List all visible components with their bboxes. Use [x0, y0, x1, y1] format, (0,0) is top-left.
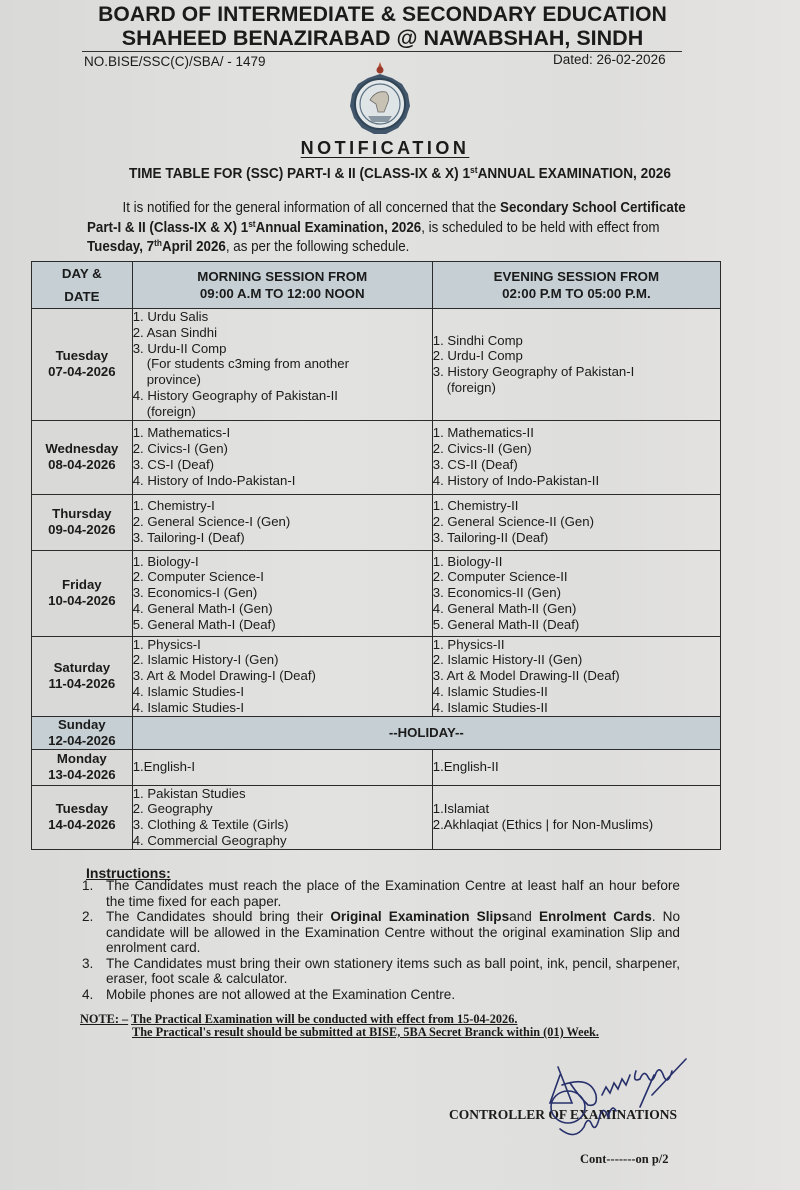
morning-subjects-cell [132, 309, 432, 421]
subject-line: 1. Physics-I [132, 636, 201, 652]
table-row [32, 420, 721, 494]
subject-line: 1. Biology-II [432, 553, 503, 569]
subject-line: 4. Islamic Studies-II [432, 683, 548, 699]
note-label: NOTE: – [80, 1012, 129, 1026]
exam-date: 08-04-2026 [48, 457, 116, 473]
morning-subjects-cell [132, 420, 432, 494]
subject-line: 1. Physics-II [432, 636, 505, 652]
table-header-row [32, 262, 721, 309]
subject-line: province) [146, 372, 201, 388]
subject-line: 4. Islamic Studies-II [432, 699, 548, 715]
exam-timetable [31, 261, 721, 850]
day-name: Tuesday [55, 801, 109, 817]
subject-line: 1. Mathematics-I [132, 425, 231, 441]
morning-subjects-cell [132, 785, 432, 849]
subject-line: (foreign) [146, 403, 196, 419]
evening-subjects-cell [432, 550, 720, 636]
evening-subjects-cell [432, 420, 720, 494]
subject-line: 4. History of Indo-Pakistan-II [432, 472, 600, 488]
table-row [32, 494, 721, 550]
instructions-list [80, 878, 680, 1002]
subject-line: (foreign) [446, 380, 496, 396]
subject-line: 4. History of Indo-Pakistan-I [132, 472, 296, 488]
subject-line: 3. Tailoring-I (Deaf) [132, 529, 245, 545]
instruction-item: 3. The Candidates must bring their own stationery items such as ball point, ink, pencil, sharpener, eraser, foot scale & calculator. [82, 955, 680, 986]
subject-line: 3. Economics-I (Gen) [132, 585, 258, 601]
table-row [32, 785, 721, 849]
subject-line: 2. Asan Sindhi [132, 324, 218, 340]
exam-date: 07-04-2026 [48, 364, 116, 380]
evening-subjects-cell [432, 309, 720, 421]
day-date-cell [32, 309, 133, 421]
subject-line: (For students c3ming from another [146, 356, 349, 372]
header-evening-session: EVENING SESSION FROM 02:00 P.M TO 05:00 P.M. [432, 262, 720, 309]
header-day-date: DAY & DATE [32, 262, 133, 309]
day-name: Friday [62, 577, 102, 593]
table-row [32, 749, 721, 785]
subject-line: 1.English-I [132, 759, 195, 775]
exam-date: 11-04-2026 [48, 676, 116, 692]
evening-subjects-cell [432, 636, 720, 716]
day-name: Tuesday [55, 348, 109, 364]
instruction-item: 1. The Candidates must reach the place of the Examination Centre at least half an hour before the time fixed for each paper. [82, 878, 680, 909]
subject-line: 3. History Geography of Pakistan-I [432, 364, 635, 380]
subject-line: 1. Chemistry-I [132, 498, 215, 514]
morning-subjects-cell [132, 749, 432, 785]
subject-line: 1.English-II [432, 759, 499, 775]
subject-line: 2. General Science-II (Gen) [432, 514, 594, 530]
subject-line: 1. Biology-I [132, 553, 199, 569]
table-row [32, 309, 721, 421]
day-date-cell [32, 716, 133, 749]
day-name: Wednesday [45, 441, 119, 457]
day-date-cell [32, 420, 133, 494]
subject-line: 3. Economics-II (Gen) [432, 585, 561, 601]
instruction-item: 4. Mobile phones are not allowed at the Examination Centre. [82, 986, 456, 1002]
subject-line: 3. CS-I (Deaf) [132, 457, 215, 473]
day-date-cell [32, 749, 133, 785]
note-line-1: The Practical Examination will be conducted with effect from 15-04-2026. [131, 1012, 518, 1026]
morning-subjects-cell [132, 494, 432, 550]
subject-line: 4. History Geography of Pakistan-II [132, 387, 338, 403]
day-date-cell [32, 494, 133, 550]
subject-line: 3. Art & Model Drawing-II (Deaf) [432, 668, 620, 684]
subject-line: 1.Islamiat [432, 801, 490, 817]
subject-line: 5. General Math-II (Deaf) [432, 616, 580, 632]
subject-line: 3. Tailoring-II (Deaf) [432, 529, 549, 545]
subject-line: 3. Art & Model Drawing-I (Deaf) [132, 668, 316, 684]
exam-date: 09-04-2026 [48, 522, 116, 538]
day-date-cell [32, 785, 133, 849]
board-name-line2: SHAHEED BENAZIRABAD @ NAWABSHAH, SINDH [121, 26, 644, 50]
subject-line: 4. Islamic Studies-I [132, 683, 245, 699]
exam-date: 12-04-2026 [48, 732, 116, 748]
subject-line: 2. Islamic History-II (Gen) [432, 652, 583, 668]
day-name: Thursday [52, 506, 112, 522]
evening-subjects-cell [432, 494, 720, 550]
subject-line: 2. Civics-I (Gen) [132, 441, 228, 457]
board-name-line1: BOARD OF INTERMEDIATE & SECONDARY EDUCATION [98, 2, 667, 26]
day-date-cell [32, 550, 133, 636]
exam-date: 10-04-2026 [48, 593, 116, 609]
instructions-heading: Instructions: [86, 865, 171, 881]
day-name: Sunday [58, 716, 106, 732]
subject-line: 3. CS-II (Deaf) [432, 457, 518, 473]
subject-line: 4. Islamic Studies-I [132, 699, 245, 715]
morning-subjects-cell [132, 636, 432, 716]
header-morning-session: MORNING SESSION FROM 09:00 A.M TO 12:00 NOON [132, 262, 432, 309]
subject-line: 2. General Science-I (Gen) [132, 514, 291, 530]
evening-subjects-cell [432, 749, 720, 785]
issue-date: Dated: 26-02-2026 [553, 52, 666, 67]
holiday-cell: --HOLIDAY-- [132, 716, 720, 749]
subject-line: 2. Computer Science-I [132, 569, 264, 585]
subject-line: 2. Computer Science-II [432, 569, 568, 585]
practical-note [80, 1013, 599, 1039]
instruction-item: 2. The Candidates should bring their Original Examination Slipsand Enrolment Cards. No candidate will be allowed in the Examination Centre without the original examination Slip and enrolment card. [82, 909, 681, 955]
notification-heading: NOTIFICATION [300, 138, 470, 158]
evening-subjects-cell [432, 785, 720, 849]
exam-date: 13-04-2026 [48, 767, 116, 783]
subject-line: 4. General Math-II (Gen) [432, 600, 577, 616]
timetable-title: TIME TABLE FOR (SSC) PART-I & II (CLASS-IX & X) 1stANNUAL EXAMINATION, 2026 [129, 165, 671, 182]
day-date-cell [32, 636, 133, 716]
subject-line: 1. Pakistan Studies [132, 785, 246, 801]
subject-line: 3. Urdu-II Comp [132, 340, 227, 356]
subject-line: 1. Mathematics-II [432, 425, 534, 441]
continued-on-page: Cont-------on p/2 [580, 1152, 669, 1166]
table-row [32, 716, 721, 749]
subject-line: 2. Geography [132, 801, 213, 817]
subject-line: 2. Civics-II (Gen) [432, 441, 532, 457]
signatory-title: CONTROLLER OF EXAMINATIONS [449, 1107, 678, 1122]
subject-line: 2.Akhlaqiat (Ethics | for Non-Muslims) [432, 817, 654, 833]
subject-line: 3. Clothing & Textile (Girls) [132, 817, 289, 833]
exam-date: 14-04-2026 [48, 817, 116, 833]
subject-line: 4. General Math-I (Gen) [132, 600, 273, 616]
subject-line: 2. Urdu-I Comp [432, 348, 523, 364]
subject-line: 1. Sindhi Comp [432, 332, 523, 348]
intro-paragraph: It is notified for the general information of all concerned that the Secondary School Certificate Part-I & II (Class-IX & X) 1stAnnual Examination, 2026, is scheduled to be held with effect from Tuesday, 7thApril 2026, as per the following schedule. [87, 200, 686, 255]
reference-number: NO.BISE/SSC(C)/SBA/ - 1479 [84, 54, 266, 69]
morning-subjects-cell [132, 550, 432, 636]
table-row [32, 550, 721, 636]
subject-line: 1. Chemistry-II [432, 498, 519, 514]
table-row [32, 636, 721, 716]
day-name: Saturday [53, 660, 111, 676]
day-name: Monday [56, 751, 107, 767]
subject-line: 4. Commercial Geography [132, 832, 287, 848]
subject-line: 1. Urdu Salis [132, 309, 209, 324]
subject-line: 5. General Math-I (Deaf) [132, 616, 276, 632]
board-seal-icon [340, 60, 420, 140]
note-line-2: The Practical's result should be submitted at BISE, 5BA Secret Branck within (01) Week. [132, 1025, 599, 1039]
subject-line: 2. Islamic History-I (Gen) [132, 652, 279, 668]
